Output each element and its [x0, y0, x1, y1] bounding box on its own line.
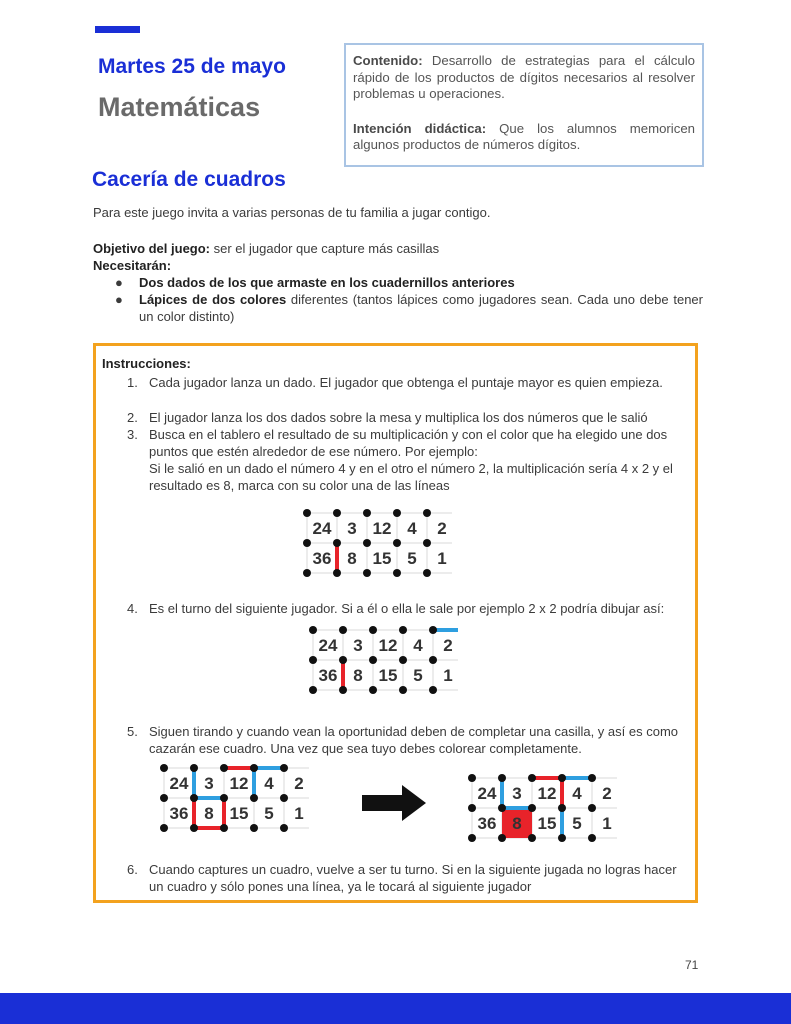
board-dot [558, 834, 566, 842]
board-dot [429, 656, 437, 664]
board-number: 5 [572, 814, 582, 833]
step-text: Cuando captures un cuadro, vuelve a ser tu turno. Si en la siguiente jugada no logras hacer un cuadro y sólo pones una línea, ya le tocará al siguiente jugador [149, 862, 677, 894]
board-dot [333, 509, 341, 517]
step-number: 3. [127, 427, 138, 442]
board-dot [588, 804, 596, 812]
board-dot [498, 774, 506, 782]
instruction-step-2 [127, 409, 694, 426]
step-text-example: Si le salió en un dado el número 4 y en el otro el número 2, la multiplicación sería 4 x 2 y el resultado es 8, marca con su color una de las líneas [149, 461, 673, 493]
board-dot [190, 764, 198, 772]
info-box [344, 43, 704, 167]
content-paragraph [353, 53, 695, 103]
page-date: Martes 25 de mayo [98, 55, 286, 78]
objective-block [93, 240, 703, 325]
board-number: 8 [347, 549, 357, 568]
step-text: El jugador lanza los dos dados sobre la mesa y multiplica los dos números que le salió [149, 410, 648, 425]
board-dot [363, 509, 371, 517]
board-dot [588, 834, 596, 842]
board-dot [423, 569, 431, 577]
section-title: Cacería de cuadros [92, 168, 286, 191]
step-text: Busca en el tablero el resultado de su multiplicación y con el color que ha elegido une dos puntos que estén alrededor de ese número. Por ejemplo: [149, 427, 668, 459]
board-dot [333, 539, 341, 547]
board-dot [220, 824, 228, 832]
board-number: 5 [264, 804, 274, 823]
game-board-example-2 [306, 622, 458, 702]
board-number: 8 [353, 666, 363, 685]
board-number: 3 [347, 519, 357, 538]
top-accent-bar [95, 26, 140, 33]
board-dot [160, 794, 168, 802]
step-number: 2. [127, 410, 138, 425]
board-number: 12 [229, 774, 249, 793]
board-dot [190, 824, 198, 832]
board-dot [309, 626, 317, 634]
board-dot [393, 539, 401, 547]
board-number: 36 [312, 549, 332, 568]
board-dot [369, 686, 377, 694]
bullet-icon: ● [115, 275, 123, 290]
board-dot [423, 539, 431, 547]
board-dot [369, 656, 377, 664]
board-dot [558, 774, 566, 782]
board-number: 4 [413, 636, 423, 655]
needs-item [93, 291, 703, 325]
board-dot [393, 569, 401, 577]
instruction-step-1 [127, 374, 689, 391]
board-number: 15 [378, 666, 398, 685]
board-number: 24 [312, 519, 332, 538]
board-dot [429, 686, 437, 694]
board-dot [468, 834, 476, 842]
board-dot [369, 626, 377, 634]
board-dot [399, 656, 407, 664]
board-number: 1 [437, 549, 447, 568]
page-subject: Matemáticas [98, 92, 261, 122]
board-number: 8 [512, 814, 522, 833]
board-number: 4 [572, 784, 582, 803]
step-number: 1. [127, 375, 138, 390]
needs-label: Necesitarán: [93, 258, 172, 273]
board-number: 1 [294, 804, 304, 823]
instruction-step-3 [127, 426, 689, 494]
board-dot [220, 764, 228, 772]
intent-text: Que los alumnos memoricen algunos productos de números dígitos. [353, 120, 695, 152]
board-dot [250, 764, 258, 772]
board-number: 1 [602, 814, 612, 833]
content-text: Desarrollo de estrategias para el cálculo rápido de los productos de dígitos necesarios al resolver problemas u operaciones. [353, 53, 695, 101]
bottom-accent-bar [0, 993, 791, 1024]
step-number: 5. [127, 724, 138, 739]
board-number: 2 [437, 519, 447, 538]
board-dot [339, 656, 347, 664]
board-dot [280, 794, 288, 802]
board-dot [393, 509, 401, 517]
board-dot [528, 804, 536, 812]
board-dot [303, 569, 311, 577]
game-board-example-4 [465, 770, 617, 850]
board-number: 24 [318, 636, 338, 655]
board-number: 2 [294, 774, 304, 793]
board-number: 1 [443, 666, 453, 685]
board-dot [498, 834, 506, 842]
board-number: 36 [477, 814, 497, 833]
board-number: 12 [537, 784, 557, 803]
instruction-step-4 [127, 600, 689, 617]
objective-label: Objetivo del juego: [93, 241, 211, 256]
board-dot [220, 794, 228, 802]
board-dot [309, 656, 317, 664]
step-text: Cada jugador lanza un dado. El jugador que obtenga el puntaje mayor es quien empieza. [149, 375, 663, 390]
board-number: 3 [353, 636, 363, 655]
board-dot [160, 824, 168, 832]
objective-line [93, 240, 703, 257]
board-dot [339, 686, 347, 694]
board-number: 3 [512, 784, 522, 803]
board-dot [160, 764, 168, 772]
board-dot [333, 569, 341, 577]
board-dot [528, 834, 536, 842]
board-dot [190, 794, 198, 802]
board-number: 2 [443, 636, 453, 655]
step-number: 6. [127, 862, 138, 877]
step-text: Es el turno del siguiente jugador. Si a él o ella le sale por ejemplo 2 x 2 podría dibujar así: [149, 601, 665, 616]
board-number: 24 [169, 774, 189, 793]
needs-list [93, 274, 703, 325]
needs-item [93, 274, 703, 291]
intent-label: Intención didáctica: [353, 120, 487, 136]
board-number: 3 [204, 774, 214, 793]
game-board-example-3 [157, 760, 309, 840]
board-number: 36 [318, 666, 338, 685]
needs-item-bold: Lápices de dos colores [139, 292, 287, 307]
board-number: 36 [169, 804, 189, 823]
board-dot [528, 774, 536, 782]
intro-text: Para este juego invita a varias personas de tu familia a jugar contigo. [93, 205, 491, 220]
board-number: 8 [204, 804, 214, 823]
board-number: 24 [477, 784, 497, 803]
board-dot [280, 764, 288, 772]
board-dot [303, 509, 311, 517]
board-dot [558, 804, 566, 812]
board-dot [363, 569, 371, 577]
board-number: 12 [378, 636, 398, 655]
board-dot [309, 686, 317, 694]
board-number: 4 [407, 519, 417, 538]
board-dot [468, 774, 476, 782]
right-arrow-icon [362, 785, 428, 821]
needs-item-text: diferentes (tantos lápices como jugadores sean. Cada uno debe tener un color distinto) [139, 292, 703, 324]
board-dot [363, 539, 371, 547]
board-number: 4 [264, 774, 274, 793]
board-number: 5 [413, 666, 423, 685]
intent-paragraph [353, 121, 695, 154]
board-dot [280, 824, 288, 832]
board-dot [423, 509, 431, 517]
board-number: 12 [372, 519, 392, 538]
board-dot [588, 774, 596, 782]
needs-item-bold: Dos dados de los que armaste en los cuadernillos anteriores [139, 275, 515, 290]
board-number: 5 [407, 549, 417, 568]
board-dot [498, 804, 506, 812]
board-number: 15 [537, 814, 557, 833]
instruction-step-6 [127, 861, 689, 895]
board-dot [399, 626, 407, 634]
bullet-icon: ● [115, 292, 123, 307]
board-number: 2 [602, 784, 612, 803]
step-number: 4. [127, 601, 138, 616]
game-board-example-1 [300, 505, 452, 585]
board-dot [429, 626, 437, 634]
board-dot [250, 794, 258, 802]
board-dot [339, 626, 347, 634]
board-dot [250, 824, 258, 832]
board-dot [399, 686, 407, 694]
board-dot [468, 804, 476, 812]
page-number: 71 [685, 958, 699, 972]
instructions-title: Instrucciones: [102, 356, 191, 371]
board-dot [303, 539, 311, 547]
board-number: 15 [372, 549, 392, 568]
instruction-step-5 [127, 723, 689, 757]
content-label: Contenido: [353, 53, 423, 68]
step-text: Siguen tirando y cuando vean la oportunidad deben de completar una casilla, y así es como cazarán ese cuadro. Una vez que sea tuyo debes colorear completamente. [149, 724, 679, 756]
board-number: 15 [229, 804, 249, 823]
objective-text: ser el jugador que capture más casillas [210, 241, 440, 256]
